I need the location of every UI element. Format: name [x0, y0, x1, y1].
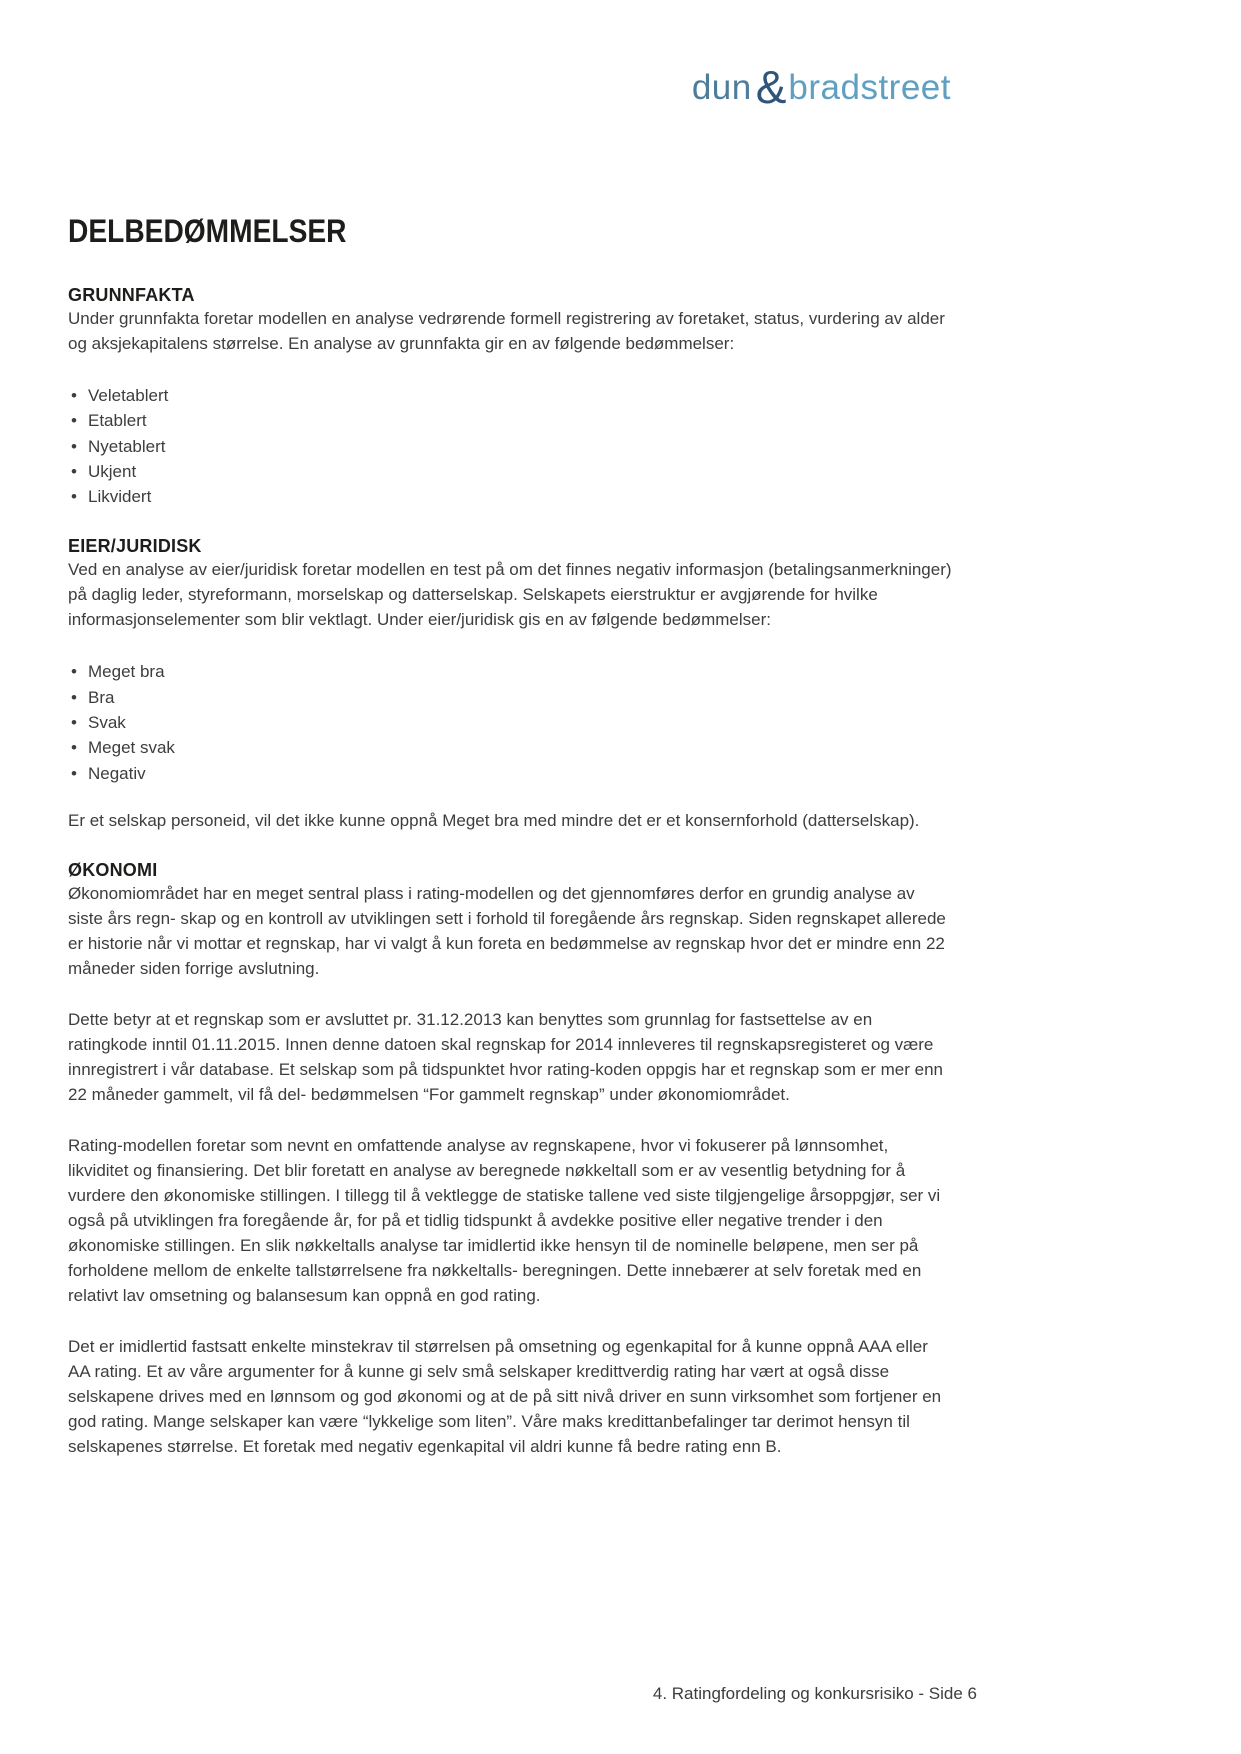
logo-text-dun: dun	[691, 68, 752, 107]
section-heading-okonomi: ØKONOMI	[68, 859, 158, 880]
section-okonomi	[68, 859, 953, 1459]
section-paragraph: Det er imidlertid fastsatt enkelte minstekrav til størrelsen på omsetning og egenkapital for å kunne oppnå AAA eller AA rating. Et av våre argumenter for å kunne gi selv små selskaper kredittverdig rating har vært at også disse selskapene drives med en lønnsom og god økonomi og at de på sitt nivå driver en sunn virksomhet som fortjener en god rating. Mange selskaper kan være “lykkelige som liten”. Våre maks kredittanbefalinger tar derimot hensyn til selskapenes størrelse. Et foretak med negativ egenkapital vil aldri kunne få bedre rating enn B.	[68, 1336, 942, 1456]
section-eier-juridisk	[68, 535, 953, 832]
list-item	[68, 434, 953, 459]
document-body	[68, 214, 953, 1459]
section-paragraph: Rating-modellen foretar som nevnt en omfattende analyse av regnskapene, hvor vi fokuserer på lønnsomhet, likviditet og finansiering. Det blir foretatt en analyse av beregnede nøkkeltall som er av vesentlig betydning for å vurdere den økonomiske stillingen. I tillegg til å vektlegge de statiske tallene ved siste tilgjengelige årsoppgjør, ser vi også på utviklingen fra foregående år, for på et tidlig tidspunkt å avdekke positive eller negative trender i den økonomiske stillingen. En slik nøkkeltalls analyse tar imidlertid ikke hensyn til de nominelle beløpene, men ser på forholdene mellom de enkelte tallstørrelsene fra nøkkeltalls- beregningen. Dette innebærer at selv foretak med en relativt lav omsetning og balansesum kan oppnå en god rating.	[68, 1135, 941, 1305]
section-intro: Ved en analyse av eier/juridisk foretar modellen en test på om det finnes negativ informasjon (betalingsanmerkninger) på daglig leder, styreformann, morselskap og datterselskap. Selskapets eierstruktur er avgjørende for hvilke informasjonselementer som blir vektlagt. Under eier/juridisk gis en av følgende bedømmelser:	[68, 560, 952, 630]
list-item-label: Negativ	[88, 763, 146, 783]
list-item	[68, 484, 953, 509]
list-item	[68, 459, 953, 484]
section-intro: Under grunnfakta foretar modellen en analyse vedrørende formell registrering av foretaket, status, vurdering av alder og aksjekapitalens størrelse. En analyse av grunnfakta gir en av følgende bedømmelser:	[68, 309, 945, 353]
section-heading-eier-juridisk: EIER/JURIDISK	[68, 536, 202, 557]
list-item	[68, 408, 953, 433]
list-item	[68, 659, 953, 684]
page-title	[68, 214, 953, 248]
section-paragraph: Dette betyr at et regnskap som er avsluttet pr. 31.12.2013 kan benyttes som grunnlag for fastsettelse av en ratingkode inntil 01.11.2015. Innen denne datoen skal regnskap for 2014 innleveres til regnskapsregisteret og være innregistrert i vår database. Et selskap som på tidspunktet hvor rating-koden oppgis har et regnskap som er mer enn 22 måneder gammelt, vil få del- bedømmelsen “For gammelt regnskap” under økonomiområdet.	[68, 1009, 944, 1104]
list-item-label: Likvidert	[88, 487, 152, 507]
list-item	[68, 735, 953, 760]
section-note: Er et selskap personeid, vil det ikke kunne oppnå Meget bra med mindre det er et konsernforhold (datterselskap).	[68, 810, 920, 830]
page-footer: 4. Ratingfordeling og konkursrisiko - Side 6	[652, 1684, 977, 1703]
list-item-label: Svak	[88, 713, 126, 733]
list-item	[68, 685, 953, 710]
section-paragraph: Økonomiområdet har en meget sentral plass i rating-modellen og det gjennomføres derfor en grundig analyse av siste års regn- skap og en kontroll av utviklingen sett i forhold til foregående års regnskap. Siden regnskapet allerede er historie når vi mottar et regnskap, har vi valgt å kun foreta en bedømmelse av regnskap hvor det er mindre enn 22 måneder siden forrige avslutning.	[68, 883, 946, 978]
section-grunnfakta	[68, 284, 953, 509]
list-item-label: Meget bra	[88, 662, 165, 682]
bullet-list	[68, 659, 953, 785]
logo-text-bradstreet: bradstreet	[788, 68, 951, 107]
list-item-label: Bra	[88, 687, 115, 707]
list-item	[68, 710, 953, 735]
list-item	[68, 761, 953, 786]
brand-logo: dun & bradstreet	[691, 61, 951, 113]
list-item-label: Veletablert	[88, 386, 169, 405]
list-item-label: Ukjent	[88, 461, 137, 481]
list-item	[68, 383, 953, 408]
list-item-label: Meget svak	[88, 738, 175, 758]
list-item-label: Etablert	[88, 411, 147, 431]
list-item-label: Nyetablert	[88, 436, 166, 456]
bullet-list	[68, 383, 953, 509]
section-heading-grunnfakta: GRUNNFAKTA	[68, 285, 195, 305]
page-title-text: DELBEDØMMELSER	[68, 213, 347, 249]
